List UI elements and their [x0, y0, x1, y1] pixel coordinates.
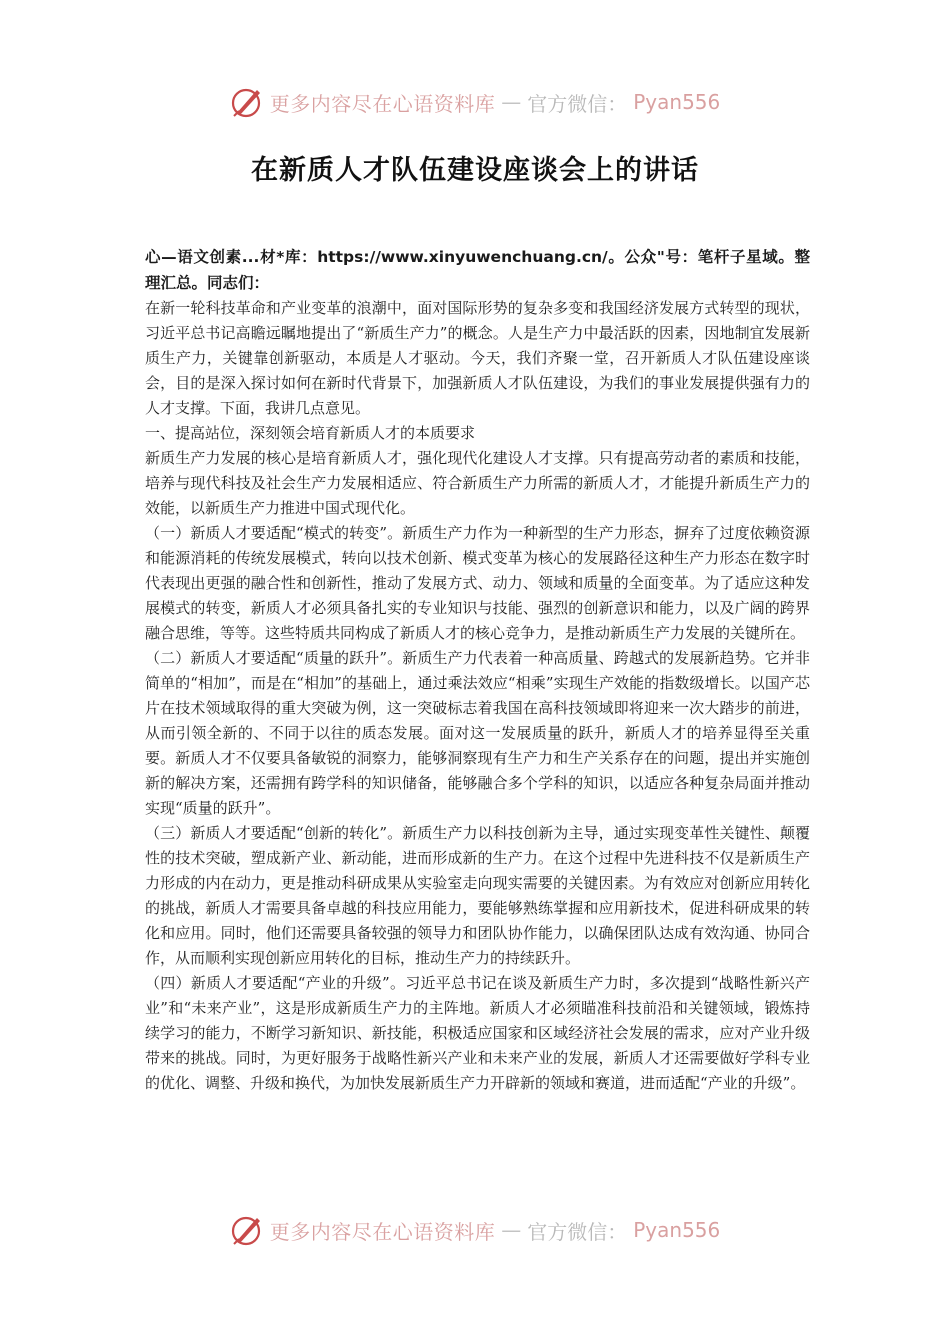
- watermark-dash: —: [501, 90, 522, 114]
- quill-logo-icon: [230, 85, 264, 119]
- header-watermark: [0, 80, 950, 124]
- document-title: 在新质人才队伍建设座谈会上的讲话: [251, 155, 699, 186]
- paragraph-point-4: （四）新质人才要适配“产业的升级”。习近平总书记在谈及新质生产力时，多次提到“战略性新兴产业”和“未来产业”，这是形成新质生产力的主阵地。新质人才必须瞄准科技前沿和关键领域，锻炼持续学习的能力，不断学习新知识、新技能，积极适应国家和区域经济社会发展的需求，应对产业升级带来的挑战。同时，为更好服务于战略性新兴产业和未来产业的发展，新质人才还需要做好学科专业的优化、调整、升级和换代，为加快发展新质生产力开辟新的领域和赛道，进而适配“产业的升级”。: [145, 974, 810, 1092]
- watermark-official-label: 官方微信：: [527, 1219, 628, 1244]
- paragraph-section-1: 新质生产力发展的核心是培育新质人才，强化现代化建设人才支撑。只有提高劳动者的素质和技能，培养与现代科技及社会生产力发展相适应、符合新质生产力所需的新质人才，才能提升新质生产力的效能，以新质生产力推进中国式现代化。: [145, 449, 810, 517]
- footer-watermark: [0, 1208, 950, 1252]
- lead-line: 心—语文创素...材*库：https://www.xinyuwenchuang.cn/。公众"号：笔杆子星域。整理汇总。同志们：: [145, 248, 810, 292]
- watermark-slogan: 更多内容尽在心语资料库: [269, 1219, 496, 1244]
- quill-logo-icon: [230, 1213, 264, 1247]
- watermark-wechat-id: Pyan556: [633, 90, 721, 114]
- document-body: [145, 244, 810, 1096]
- paragraph-point-2: （二）新质人才要适配“质量的跃升”。新质生产力代表着一种高质量、跨越式的发展新趋势。它并非简单的“相加”，而是在“相加”的基础上，通过乘法效应“相乘”实现生产效能的指数级增长。以国产芯片在技术领域取得的重大突破为例，这一突破标志着我国在高科技领域即将迎来一次大踏步的前进，从而引领全新的、不同于以往的质态发展。面对这一发展质量的跃升，新质人才的培养显得至关重要。新质人才不仅要具备敏锐的洞察力，能够洞察现有生产力和生产关系存在的问题，提出并实施创新的解决方案，还需拥有跨学科的知识储备，能够融合多个学科的知识，以适应各种复杂局面并推动实现“质量的跃升”。: [145, 649, 810, 817]
- watermark-official-label: 官方微信：: [527, 91, 628, 116]
- paragraph-point-3: （三）新质人才要适配“创新的转化”。新质生产力以科技创新为主导，通过实现变革性关键性、颠覆性的技术突破，塑成新产业、新动能，进而形成新的生产力。在这个过程中先进科技不仅是新质生产力形成的内在动力，更是推动科研成果从实验室走向现实需要的关键因素。为有效应对创新应用转化的挑战，新质人才需要具备卓越的科技应用能力，要能够熟练掌握和应用新技术，促进科研成果的转化和应用。同时，他们还需要具备较强的领导力和团队协作能力，以确保团队达成有效沟通、协同合作，从而顺利实现创新应用转化的目标，推动生产力的持续跃升。: [145, 824, 810, 967]
- watermark-slogan: 更多内容尽在心语资料库: [269, 91, 496, 116]
- paragraph-point-1: （一）新质人才要适配“模式的转变”。新质生产力作为一种新型的生产力形态，摒弃了过度依赖资源和能源消耗的传统发展模式，转向以技术创新、模式变革为核心的发展路径这种生产力形态在数字时代表现出更强的融合性和创新性，推动了发展方式、动力、领域和质量的全面变革。为了适应这种发展模式的转变，新质人才必须具备扎实的专业知识与技能、强烈的创新意识和能力，以及广阔的跨界融合思维，等等。这些特质共同构成了新质人才的核心竞争力，是推动新质生产力发展的关键所在。: [145, 524, 810, 642]
- watermark-dash: —: [501, 1218, 522, 1242]
- section-heading-1: 一、提高站位，深刻领会培育新质人才的本质要求: [145, 424, 476, 442]
- watermark-wechat-id: Pyan556: [633, 1218, 721, 1242]
- paragraph-intro: 在新一轮科技革命和产业变革的浪潮中，面对国际形势的复杂多变和我国经济发展方式转型的现状，习近平总书记高瞻远瞩地提出了“新质生产力”的概念。人是生产力中最活跃的因素，因地制宜发展新质生产力，关键靠创新驱动，本质是人才驱动。今天，我们齐聚一堂，召开新质人才队伍建设座谈会，目的是深入探讨如何在新时代背景下，加强新质人才队伍建设，为我们的事业发展提供强有力的人才支撑。下面，我讲几点意见。: [145, 299, 810, 417]
